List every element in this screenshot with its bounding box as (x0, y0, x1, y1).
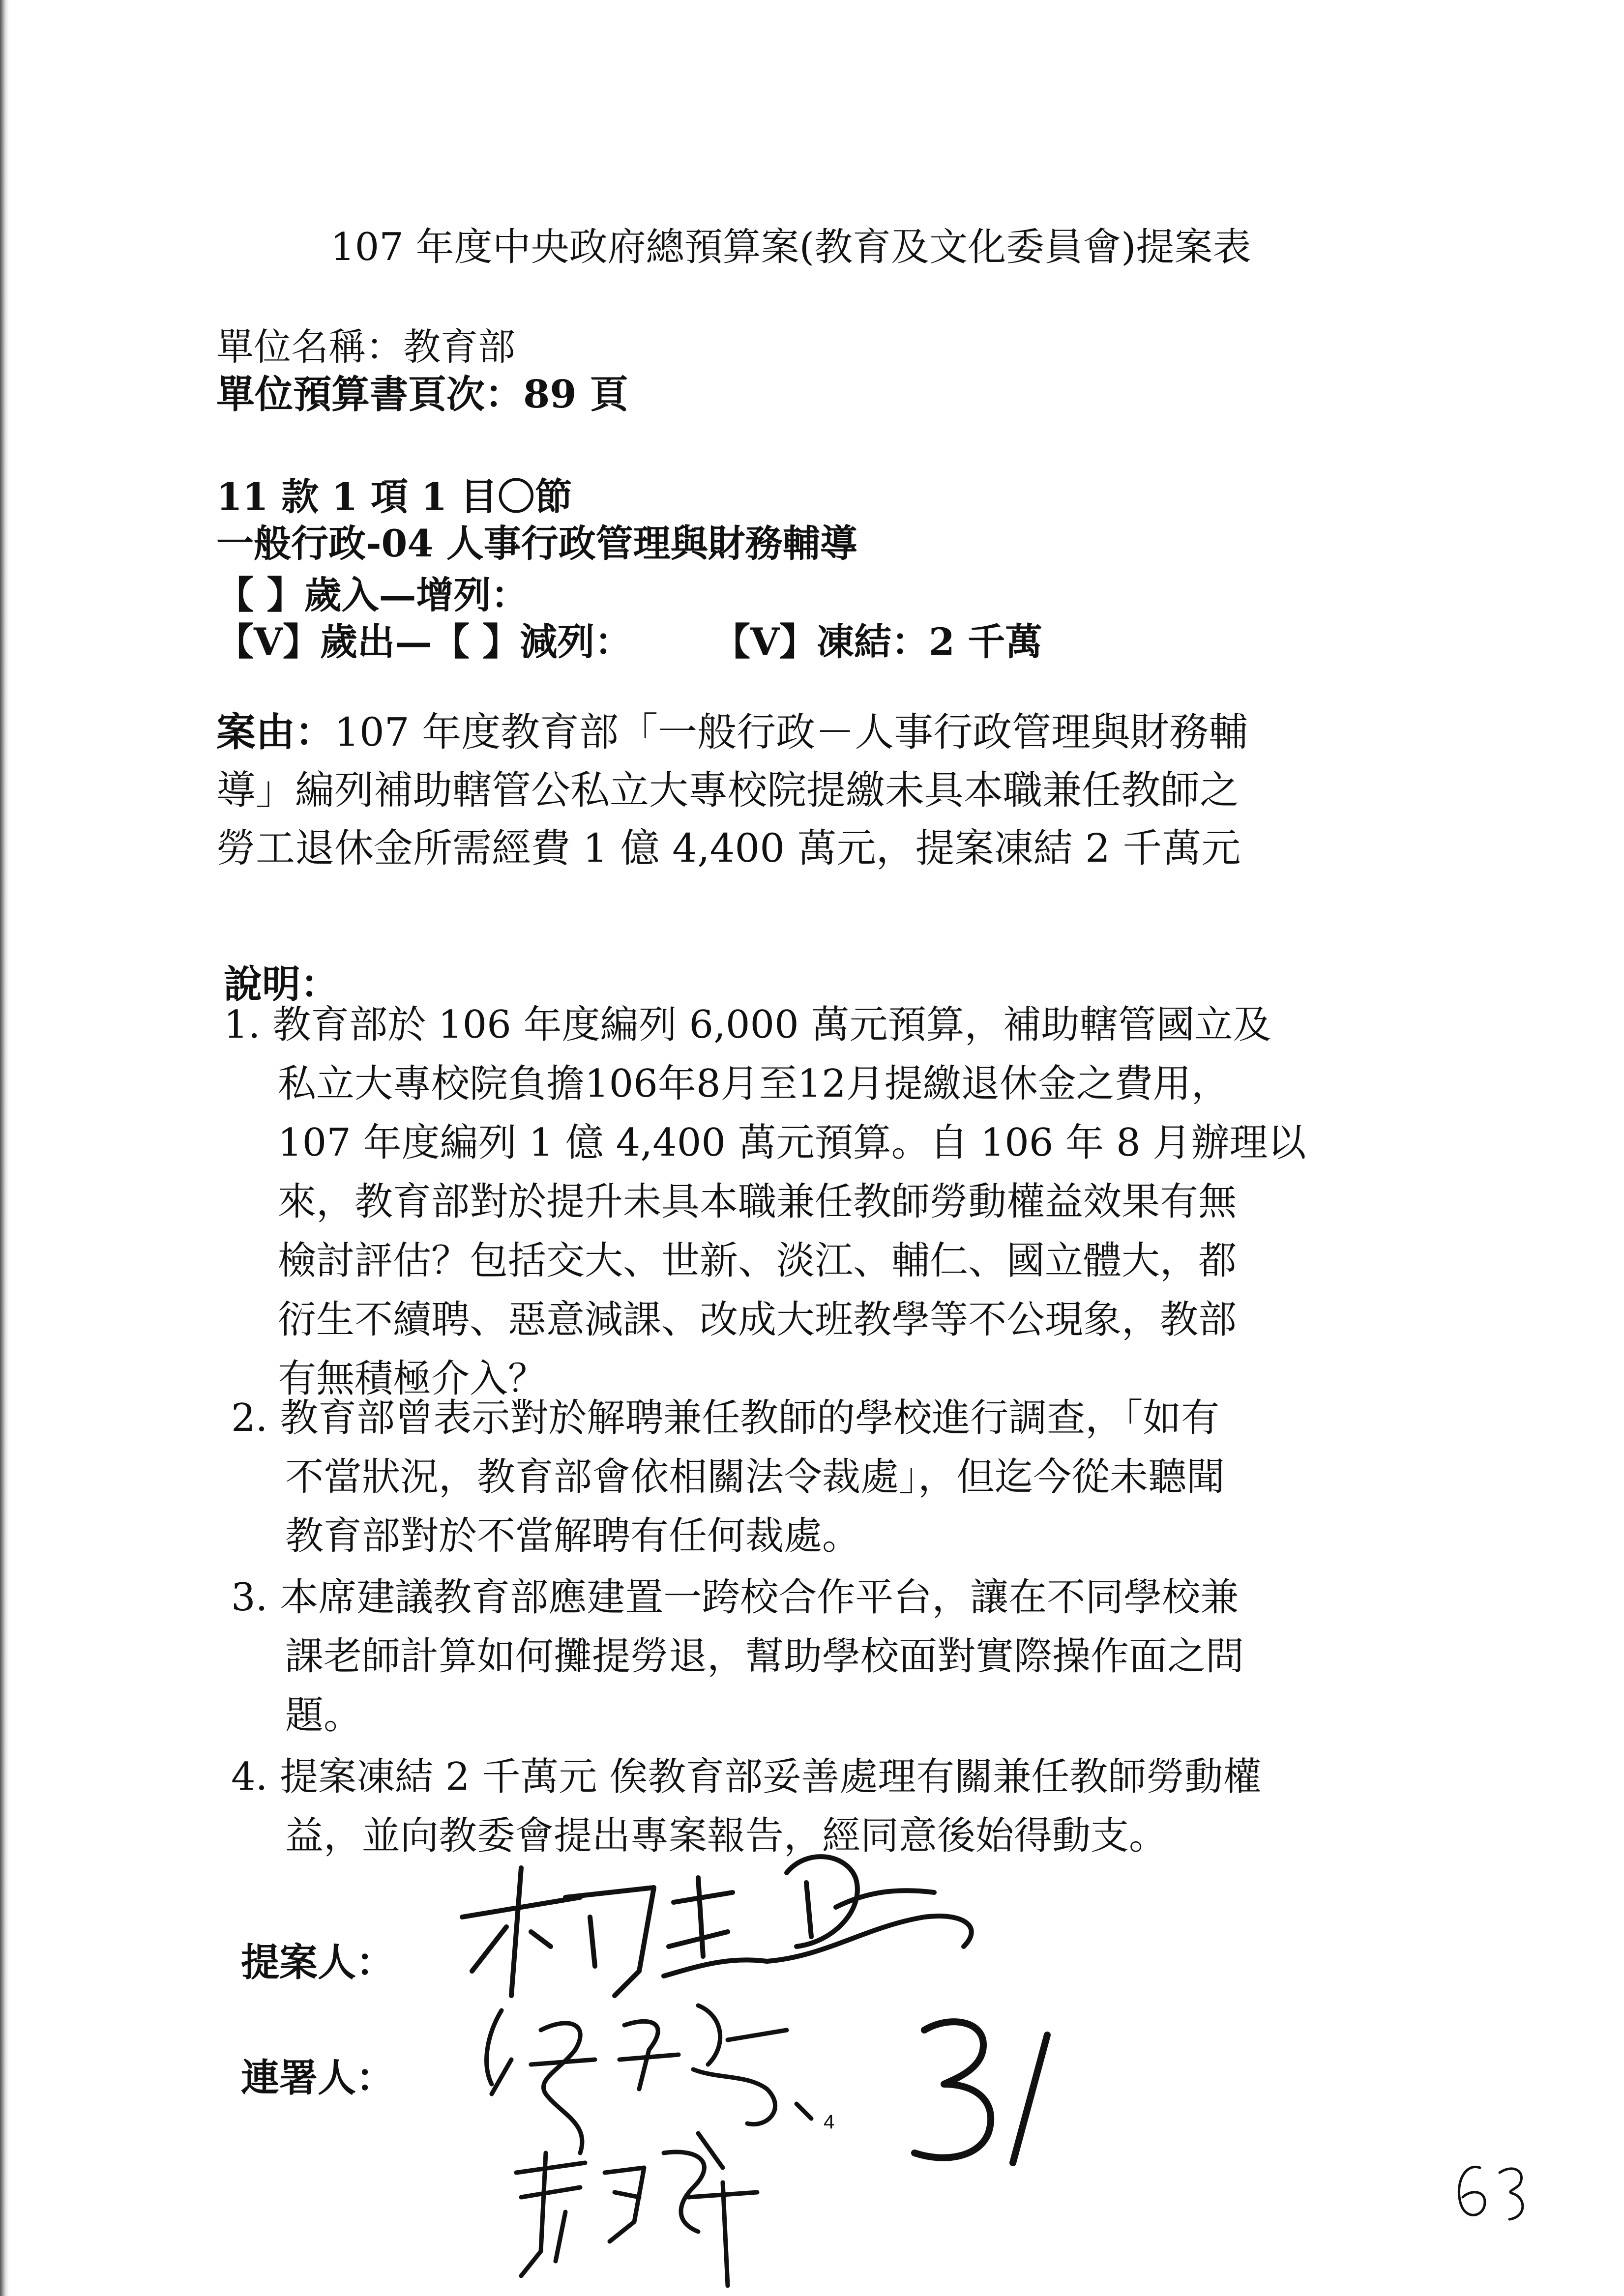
reason-line-1: 案由：107 年度教育部「一般行政－人事行政管理與財務輔 (216, 709, 1248, 755)
item-number: 1. (224, 1003, 261, 1047)
freeze-line: 【V】凍結：2 千萬 (713, 620, 1043, 664)
reason-line-2: 導」編列補助轄管公私立大專校院提繳未具本職兼任教師之 (216, 767, 1239, 813)
explanation-item-4: 4. 提案凍結 2 千萬元 俟教育部妥善處理有關兼任教師勞動權 益，並向教委會提出專案報告，經同意後始得動支。 (231, 1755, 1262, 1858)
item-number: 2. (231, 1396, 268, 1440)
expense-line: 【V】歲出—【 】減列： (216, 620, 632, 664)
margin-note (1459, 2167, 1523, 2219)
proposer-signature (462, 1857, 972, 1996)
cosigner-signature-2 (516, 2133, 757, 2286)
reason-label: 案由： (216, 709, 334, 755)
explanation-item-1: 1. 教育部於 106 年度編列 6,000 萬元預算，補助轄管國立及 私立大專校院負擔106年8月至12月提繳退休金之費用， 107 年度編列 1 億 4,400 萬元預算。自 106 年 8 月辦理以 來，教育部對於提升未具本職兼任教師勞動權益效果有無 檢討評估？包括交大、世新、淡江、輔仁、國立體大，都 衍生不續聘、惡意減課、改成大班教學等不公現象，教部 有無積極介入？ (224, 1003, 1306, 1401)
item-number: 4. (231, 1755, 268, 1799)
cosigner-count-handwritten (915, 2022, 1047, 2163)
cosigner-label: 連署人： (241, 2056, 395, 2100)
cosigner-signature (487, 2005, 811, 2153)
reason-line-3: 勞工退休金所需經費 1 億 4,400 萬元，提案凍結 2 千萬元 (216, 825, 1241, 871)
revenue-line: 【 】歲入—增列： (216, 573, 529, 617)
explanation-heading: 說明： (224, 962, 339, 1007)
page-number: 4 (824, 2111, 835, 2133)
budget-section: 11 款 1 項 1 目〇節 (216, 475, 572, 519)
proposer-label: 提案人： (241, 1940, 395, 1985)
document-title: 107 年度中央政府總預算案(教育及文化委員會)提案表 (330, 225, 1251, 269)
program-name: 一般行政-04 人事行政管理與財務輔導 (216, 522, 857, 565)
budget-page: 單位預算書頁次：89 頁 (216, 372, 628, 417)
item-number: 3. (231, 1575, 268, 1620)
unit-name: 單位名稱：教育部 (216, 325, 515, 369)
explanation-item-3: 3. 本席建議教育部應建置一跨校合作平台，讓在不同學校兼 課老師計算如何攤提勞退，幫助學校面對實際操作面之問 題。 (231, 1575, 1244, 1738)
explanation-item-2: 2. 教育部曾表示對於解聘兼任教師的學校進行調查，「如有 不當狀況，教育部會依相關法令裁處」，但迄今從未聽聞 教育部對於不當解聘有任何裁處。 (231, 1396, 1225, 1558)
